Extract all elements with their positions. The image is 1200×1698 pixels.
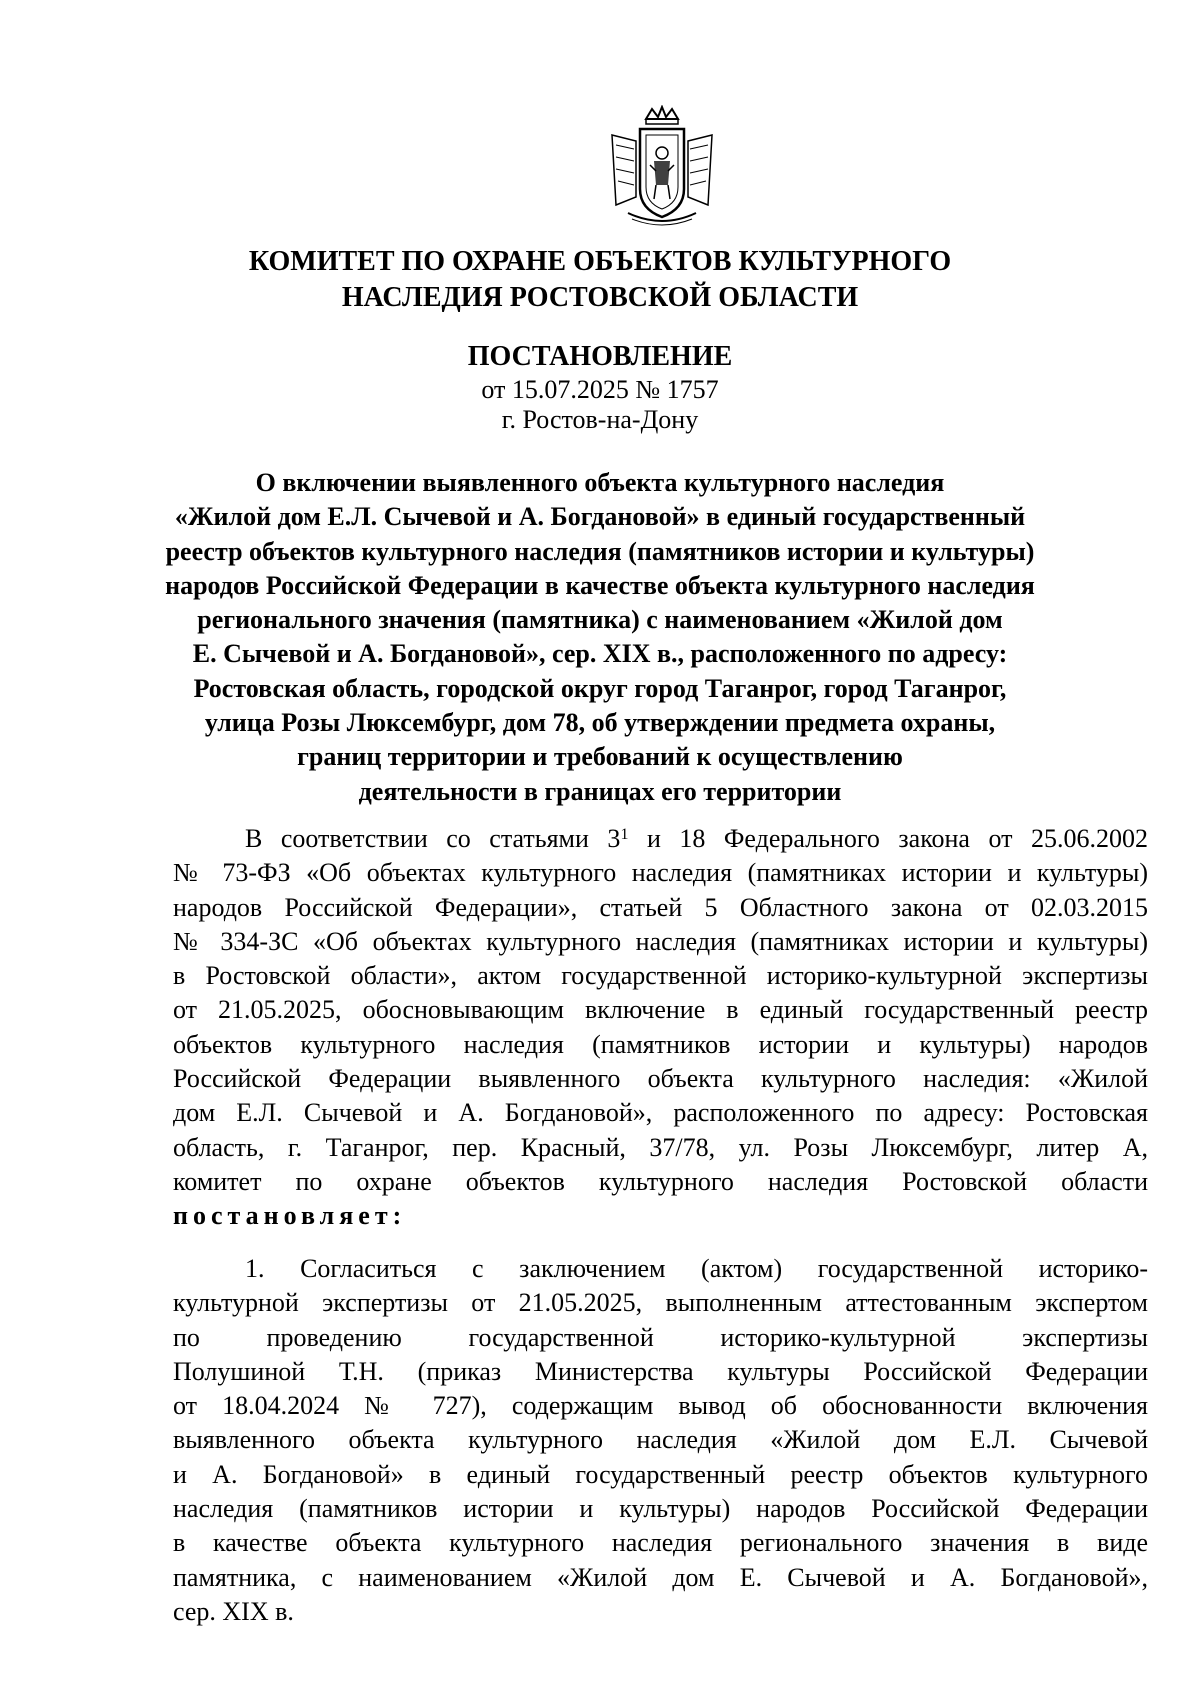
preamble-line: № 334-ЗС «Об объектах культурного наследия (памятниках истории и культуры)	[173, 926, 1148, 956]
title-line: Ростовская область, городской округ город Таганрог, город Таганрог,	[193, 673, 1007, 703]
preamble-line: объектов культурного наследия (памятников истории и культуры) народов	[173, 1029, 1148, 1059]
item-1-line: от 18.04.2024 № 727), содержащим вывод об обоснованности включения	[173, 1391, 1148, 1421]
document-type: ПОСТАНОВЛЕНИЕ	[467, 341, 733, 372]
preamble-line-1-end: и 18 Федерального закона от 25.06.2002	[628, 824, 1148, 853]
document-title	[150, 466, 1050, 809]
organization-name-line-2: НАСЛЕДИЯ РОСТОВСКОЙ ОБЛАСТИ	[341, 282, 859, 313]
preamble-line: от 21.05.2025, обосновывающим включение в единый государственный реестр	[173, 995, 1148, 1025]
preamble-line	[173, 822, 1148, 856]
preamble-line: № 73-ФЗ «Об объектах культурного наследия (памятниках истории и культуры)	[173, 858, 1148, 888]
item-1-line: выявленного объекта культурного наследия «Жилой дом Е.Л. Сычевой	[173, 1425, 1148, 1455]
preamble-line: комитет по охране объектов культурного наследия Ростовской области	[173, 1166, 1148, 1196]
item-1-line: и А. Богдановой» в единый государственный реестр объектов культурного	[173, 1459, 1148, 1489]
organization-name-line-1: КОМИТЕТ ПО ОХРАНЕ ОБЪЕКТОВ КУЛЬТУРНОГО	[248, 246, 952, 277]
item-1-line: памятника, с наименованием «Жилой дом Е. Сычевой и А. Богдановой»,	[173, 1562, 1148, 1592]
item-1-line: 1. Согласиться с заключением (актом) государственной историко-	[245, 1254, 1148, 1283]
article-superscript: 1	[620, 826, 629, 843]
title-line: «Жилой дом Е.Л. Сычевой и А. Богдановой» в единый государственный	[174, 502, 1026, 532]
item-1-line: Полушиной Т.Н. (приказ Министерства культуры Российской Федерации	[173, 1356, 1148, 1386]
preamble-line: Российской Федерации выявленного объекта культурного наследия: «Жилой	[173, 1064, 1148, 1094]
title-line: Е. Сычевой и А. Богдановой», сер. XIX в., расположенного по адресу:	[192, 639, 1008, 669]
item-1-paragraph	[173, 1252, 1148, 1629]
organization-name	[0, 244, 1200, 316]
document-date-number: от 15.07.2025 № 1757	[481, 375, 719, 404]
title-line: О включении выявленного объекта культурного наследия	[255, 468, 945, 497]
item-1-line: по проведению государственной историко-культурной экспертизы	[173, 1322, 1148, 1352]
preamble-paragraph	[173, 822, 1148, 1234]
title-line: регионального значения (памятника) с наименованием «Жилой дом	[197, 605, 1003, 635]
title-line: деятельности в границах его территории	[358, 776, 842, 806]
preamble-line: в Ростовской области», актом государственной историко-культурной экспертизы	[173, 961, 1148, 991]
title-line: народов Российской Федерации в качестве объекта культурного наследия	[165, 570, 1035, 600]
preamble-line-1-start: В соответствии со статьями 3	[245, 824, 621, 853]
title-line: границ территории и требований к осуществлению	[297, 742, 903, 772]
item-1-line: сер. XIX в.	[173, 1596, 294, 1626]
title-line: улица Розы Люксембург, дом 78, об утверждении предмета охраны,	[204, 708, 996, 738]
preamble-line: дом Е.Л. Сычевой и А. Богдановой», расположенного по адресу: Ростовская	[173, 1098, 1148, 1128]
item-1-line: в качестве объекта культурного наследия регионального значения в виде	[173, 1528, 1148, 1558]
title-line: реестр объектов культурного наследия (памятников истории и культуры)	[165, 536, 1035, 566]
coat-of-arms-emblem	[606, 105, 718, 229]
item-1-line: культурной экспертизы от 21.05.2025, выполненным аттестованным экспертом	[173, 1288, 1148, 1318]
decree-word: постановляет:	[173, 1201, 407, 1231]
item-1-line: наследия (памятников истории и культуры) народов Российской Федерации	[173, 1494, 1148, 1524]
document-city: г. Ростов-на-Дону	[501, 405, 699, 434]
preamble-line: область, г. Таганрог, пер. Красный, 37/78, ул. Розы Люксембург, литер А,	[173, 1132, 1148, 1162]
preamble-line: народов Российской Федерации», статьей 5 Областного закона от 02.03.2015	[173, 892, 1148, 922]
